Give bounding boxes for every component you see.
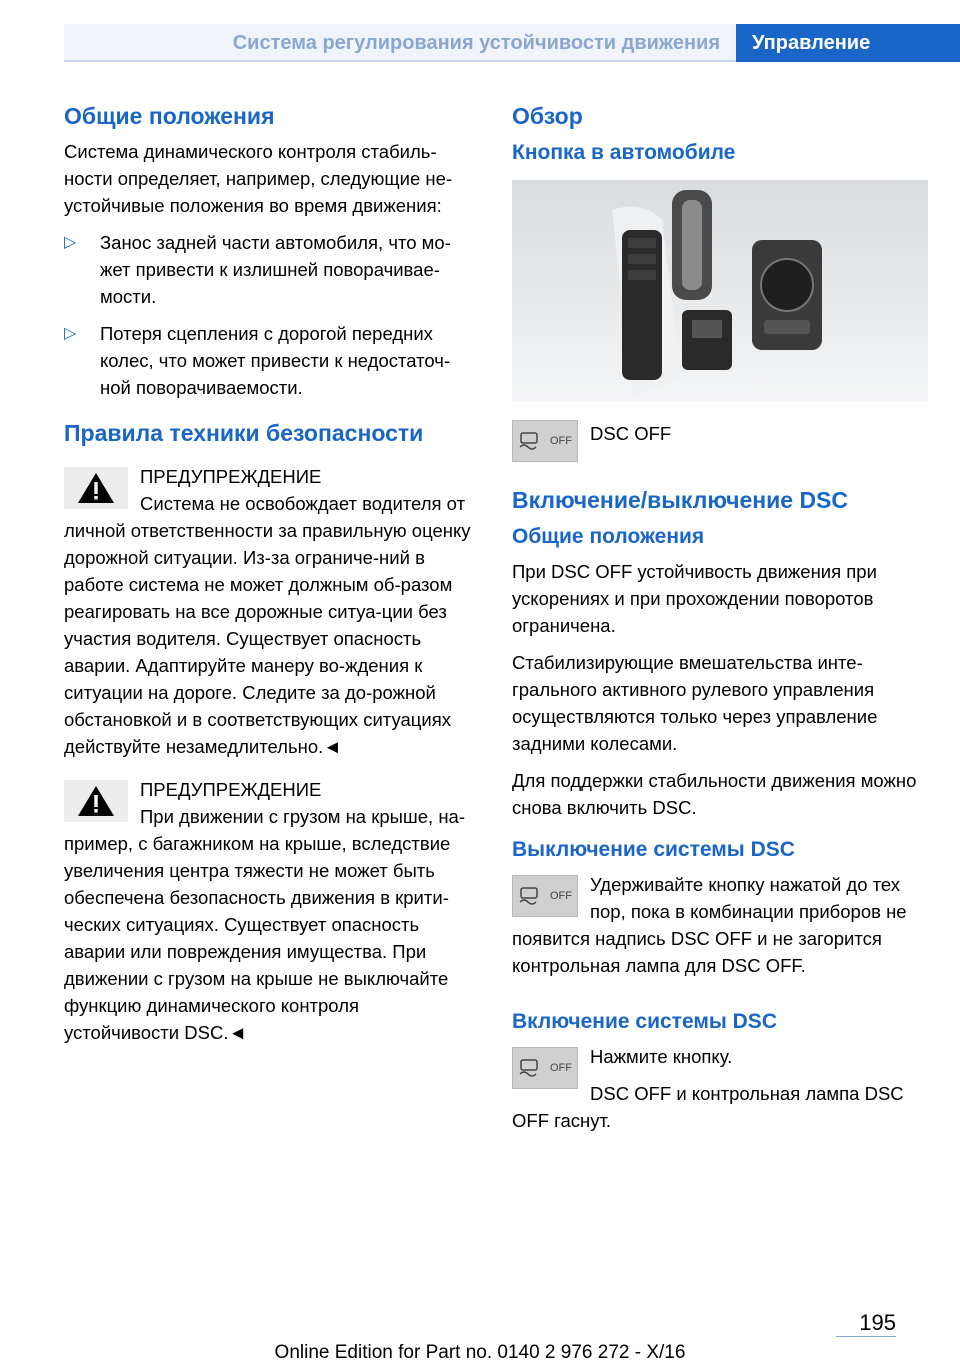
dsc-off-icon: OFF [512,420,578,462]
on-result: DSC OFF и контрольная лампа DSC OFF гаснут. [512,1083,904,1131]
general-title: Общие положения [64,103,275,129]
on-instruction [512,1043,928,1144]
warning-icon [64,467,128,509]
off-instruction [512,871,928,989]
general-text: Система динамического контроля стабиль-ности определяет, например, следующие не-устойчивые положения во время движения: [64,141,453,216]
dsc-off-icon: OFF [512,875,578,917]
warning-label: ПРЕДУПРЕЖДЕНИЕ [140,779,322,800]
triangle-bullet-icon: ▷ [64,325,77,342]
list-item: ▷ Потеря сцепления с дорогой передних колес, что может привести к недостаточ-ной поворачиваемости. [64,320,476,401]
safety-title: Правила техники безопасности [64,420,424,446]
dsc-off-row [512,416,928,466]
onoff-title: Включение/выключение DSC [512,487,849,513]
triangle-bullet-icon: ▷ [64,234,77,251]
left-column [64,100,476,1062]
page-number: 195 [859,1310,896,1335]
warning-block [64,776,476,1046]
on-step: Нажмите кнопку. [590,1046,733,1067]
footer-divider [836,1336,896,1337]
general-paragraph: Стабилизирующие вмешательства инте-грального активного рулевого управления осуществляются только через управление задними колесами. [512,652,878,754]
warning-block [64,463,476,760]
button-title: Кнопка в автомобиле [512,141,736,164]
general-paragraph: При DSC OFF устойчивость движения при ускорениях и при прохождении поворотов ограничена. [512,561,877,636]
warning-text: Система не освобождает водителя от личной ответственности за правильную оценку дорожной ситуации. Из-за ограниче-ний в работе система не может должным об-разом реагировать на все дорожные ситуа-ции без участия водителя. Существует опасность аварии. Адаптируйте манеру во-ждения к ситуации на дороге. Следите за до-рожной обстановкой и в соответствующих ситуациях действуйте незамедлительно.◄ [64,493,471,757]
warning-text: При движении с грузом на крыше, на-пример, с багажником на крыше, вследствие увеличения центра тяжести не может быть обеспечена безопасность движения в крити-ческих ситуациях. Существует опасность аварии или повреждения имущества. При движении с грузом на крыше не выключайте функцию динамического контроля устойчивости DSC.◄ [64,806,465,1043]
dsc-off-label: DSC OFF [590,423,672,444]
warning-icon [64,780,128,822]
warning-label: ПРЕДУПРЕЖДЕНИЕ [140,466,322,487]
off-text: Удерживайте кнопку нажатой до тех пор, пока в комбинации приборов не появится надпись DSC OFF и не загорится контрольная лампа для DSC OFF. [512,874,907,976]
overview-title: Обзор [512,103,583,129]
right-column [512,100,928,1144]
chapter-tab[interactable]: Управление [736,24,960,62]
list-item: ▷ Занос задней части автомобиля, что мо-жет привести к излишней поворачивае-мости. [64,229,476,310]
on-title: Включение системы DSC [512,1010,777,1033]
off-title: Выключение системы DSC [512,838,795,861]
dsc-off-icon: OFF [512,1047,578,1089]
edition-text: Online Edition for Part no. 0140 2 976 272 - X/16 [274,1342,686,1363]
section-header: Система регулирования устойчивости движения [64,24,736,62]
bullet-list [64,229,476,401]
general-title-right: Общие положения [512,525,705,548]
general-paragraph: Для поддержки стабильности движения можно снова включить DSC. [512,770,917,818]
console-photo [512,180,928,402]
